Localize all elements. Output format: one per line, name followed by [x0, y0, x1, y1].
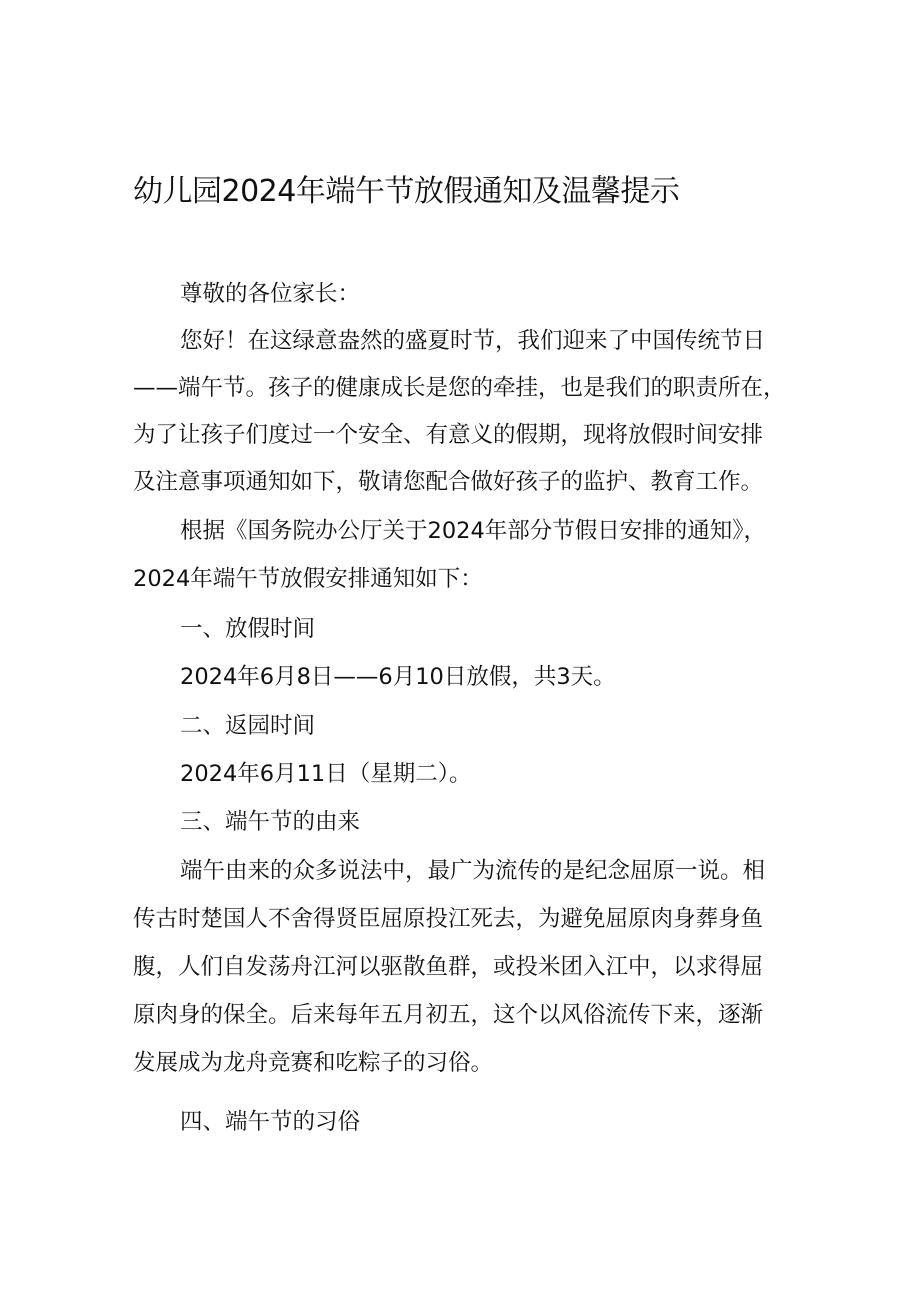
- section-heading: 二、返园时间: [180, 713, 316, 739]
- section-heading: 三、端午节的由来: [180, 809, 361, 835]
- paragraph-line: 您好！在这绿意盎然的盛夏时节，我们迎来了中国传统节日: [180, 328, 766, 354]
- paragraph-line: 为了让孩子们度过一个安全、有意义的假期，现将放假时间安排: [133, 422, 764, 448]
- paragraph-line: ——端午节。孩子的健康成长是您的牵挂，也是我们的职责所在，: [133, 375, 786, 401]
- section-body-line: 端午由来的众多说法中，最广为流传的是纪念屈原一说。相: [180, 858, 766, 884]
- paragraph-line: 及注意事项通知如下，敬请您配合做好孩子的监护、教育工作。: [133, 469, 764, 495]
- section-body-line: 传古时楚国人不舍得贤臣屈原投江死去，为避免屈原肉身葬身鱼: [133, 906, 764, 932]
- section-heading: 四、端午节的习俗: [180, 1109, 361, 1135]
- section-body-line: 原肉身的保全。后来每年五月初五，这个以风俗流传下来，逐渐: [133, 1002, 764, 1028]
- section-heading: 一、放假时间: [180, 616, 316, 642]
- paragraph-line: 根据《国务院办公厅关于2024年部分节假日安排的通知》，: [180, 518, 767, 544]
- section-body: 2024年6月11日（星期二）。: [180, 761, 472, 787]
- greeting: 尊敬的各位家长：: [180, 281, 361, 307]
- section-body-line: 发展成为龙舟竞赛和吃粽子的习俗。: [133, 1050, 494, 1076]
- paragraph-line: 2024年端午节放假安排通知如下：: [133, 566, 483, 592]
- section-body: 2024年6月8日——6月10日放假，共3天。: [180, 664, 616, 690]
- section-body-line: 腹，人们自发荡舟江河以驱散鱼群，或投米团入江中，以求得屈: [133, 954, 764, 980]
- document-title: 幼儿园2024年端午节放假通知及温馨提示: [133, 174, 680, 209]
